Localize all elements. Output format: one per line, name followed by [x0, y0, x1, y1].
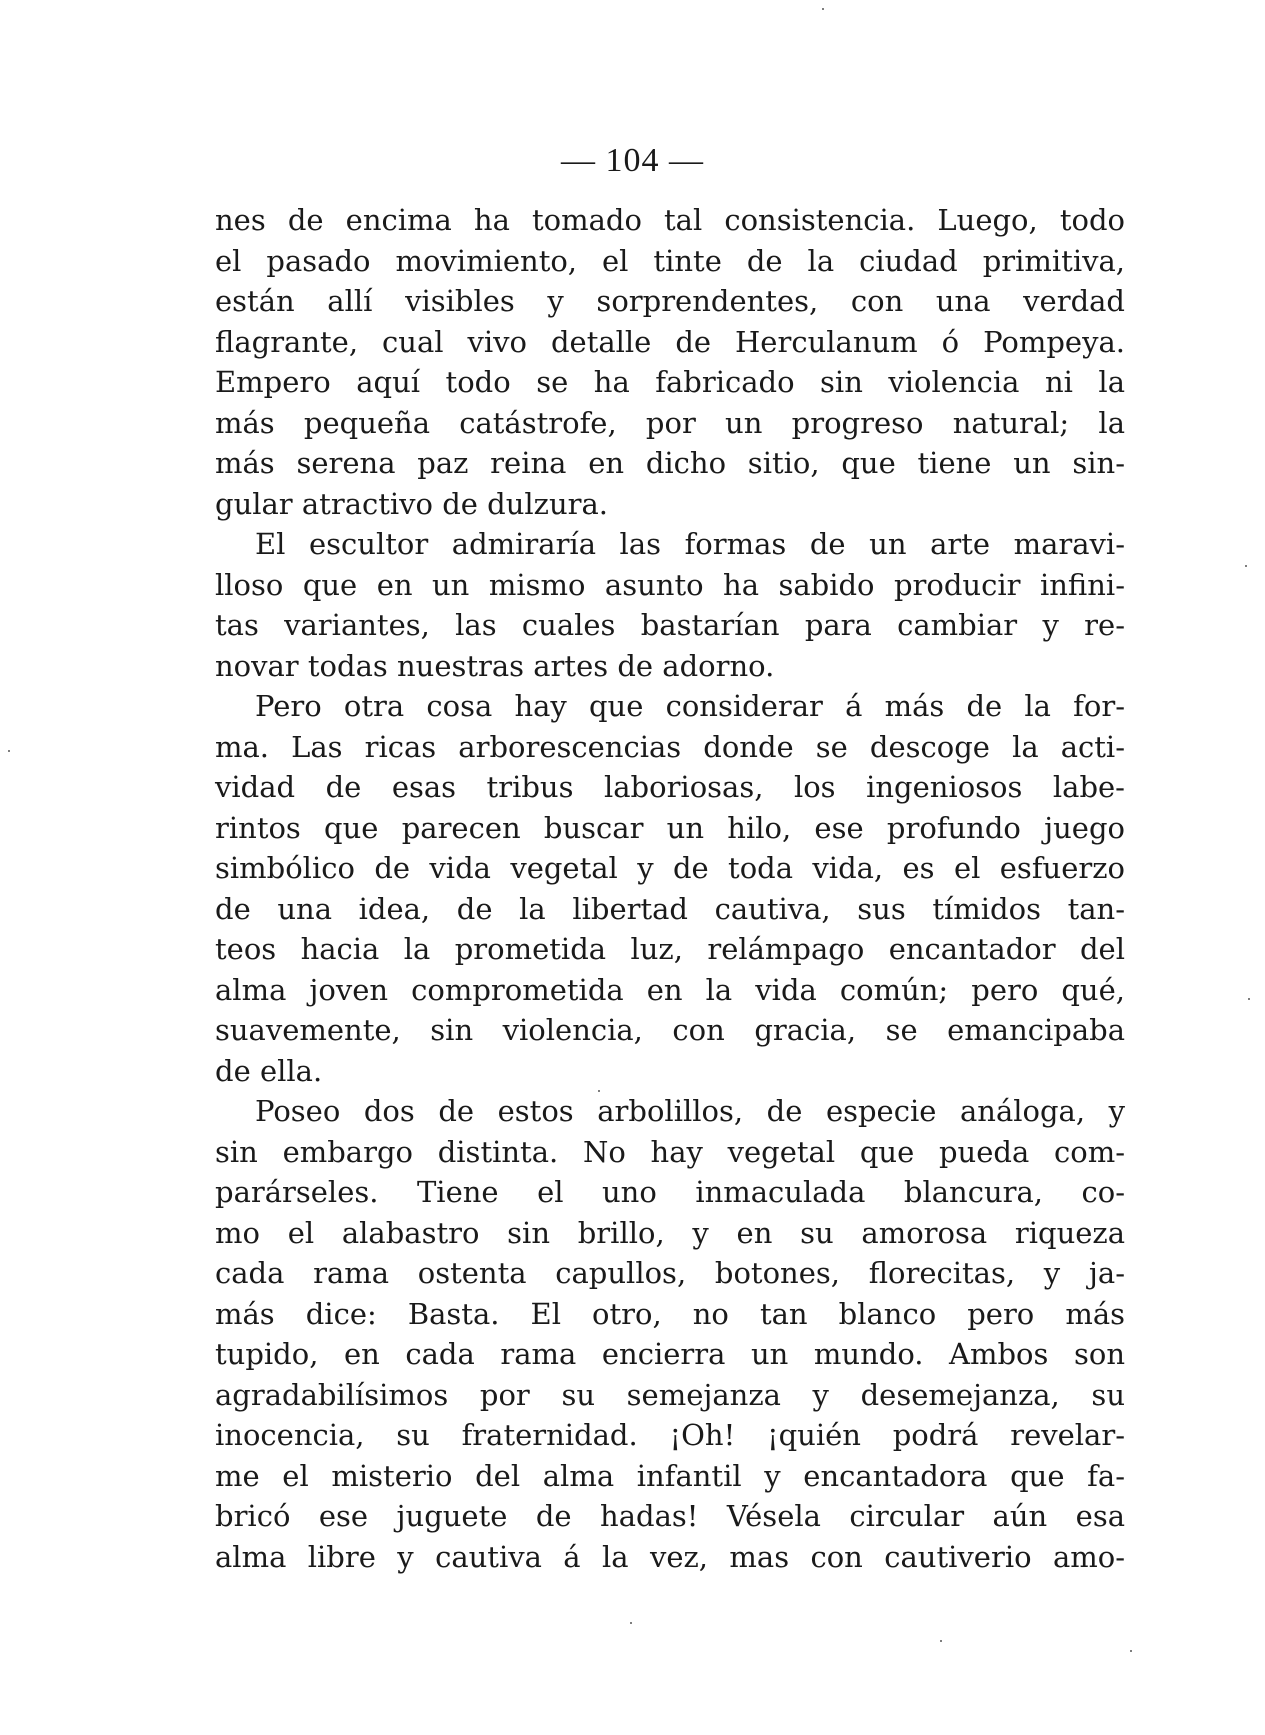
scan-speck [598, 1090, 600, 1092]
text-line: más pequeña catástrofe, por un progreso natural; la [215, 405, 1125, 440]
page-number: — 104 — [561, 142, 704, 179]
text-line: simbólico de vida vegetal y de toda vida, es el esfuerzo [215, 851, 1125, 885]
text-line: flagrante, cual vivo detalle de Herculanum ó Pompeya. [215, 324, 1125, 359]
text-line: mo el alabastro sin brillo, y en su amorosa riqueza [215, 1215, 1125, 1250]
scan-speck [940, 1640, 942, 1642]
paragraph-first-line: El escultor admiraría las formas de un arte maravi- [255, 527, 1125, 561]
text-line: Empero aquí todo se ha fabricado sin violencia ni la [215, 365, 1125, 399]
text-line: de ella. [215, 1053, 323, 1088]
scan-speck [1245, 565, 1247, 567]
text-line: inocencia, su fraternidad. ¡Oh! ¡quién podrá revelar- [215, 1418, 1125, 1452]
text-line: sin embargo distinta. No hay vegetal que pueda com- [215, 1134, 1125, 1169]
body-text [215, 200, 1125, 1577]
text-line: más dice: Basta. El otro, no tan blanco pero más [215, 1296, 1125, 1331]
text-line: tupido, en cada rama encierra un mundo. Ambos son [215, 1337, 1125, 1371]
scan-speck [1248, 998, 1250, 1000]
text-line: ma. Las ricas arborescencias donde se descoge la acti- [215, 729, 1125, 764]
text-line: más serena paz reina en dicho sitio, que tiene un sin- [215, 446, 1125, 480]
text-line: el pasado movimiento, el tinte de la ciudad primitiva, [215, 243, 1125, 278]
paragraph-first-line: Pero otra cosa hay que considerar á más de la for- [255, 689, 1125, 723]
text-line: me el misterio del alma infantil y encantadora que fa- [215, 1458, 1125, 1493]
text-line: alma joven comprometida en la vida común; pero qué, [215, 972, 1125, 1007]
text-line: cada rama ostenta capullos, botones, florecitas, y ja- [215, 1256, 1125, 1290]
text-line: teos hacia la prometida luz, relámpago encantador del [215, 932, 1125, 966]
scan-speck [630, 1622, 632, 1624]
text-line: parárseles. Tiene el uno inmaculada blancura, co- [215, 1175, 1125, 1209]
text-line: están allí visibles y sorprendentes, con una verdad [215, 284, 1125, 318]
text-line: novar todas nuestras artes de adorno. [215, 648, 775, 683]
text-line: gular atractivo de dulzura. [215, 486, 609, 521]
text-line: alma libre y cautiva á la vez, mas con cautiverio amo- [215, 1539, 1125, 1574]
text-line: suavemente, sin violencia, con gracia, se emancipaba [215, 1013, 1125, 1047]
text-line: agradabilísimos por su semejanza y desemejanza, su [215, 1377, 1125, 1412]
paragraph-first-line: Poseo dos de estos arbolillos, de especie análoga, y [255, 1094, 1125, 1128]
text-line: tas variantes, las cuales bastarían para cambiar y re- [215, 608, 1125, 642]
text-line: nes de encima ha tomado tal consistencia. Luego, todo [215, 203, 1125, 237]
text-line: vidad de esas tribus laboriosas, los ingeniosos labe- [215, 770, 1125, 804]
scan-speck [8, 750, 10, 752]
text-line: de una idea, de la libertad cautiva, sus tímidos tan- [215, 891, 1125, 926]
scan-speck [1130, 1650, 1132, 1652]
text-line: lloso que en un mismo asunto ha sabido producir infini- [215, 567, 1125, 602]
scan-speck [822, 8, 824, 10]
text-line: bricó ese juguete de hadas! Vésela circular aún esa [215, 1499, 1125, 1533]
text-line: rintos que parecen buscar un hilo, ese profundo juego [215, 810, 1125, 845]
